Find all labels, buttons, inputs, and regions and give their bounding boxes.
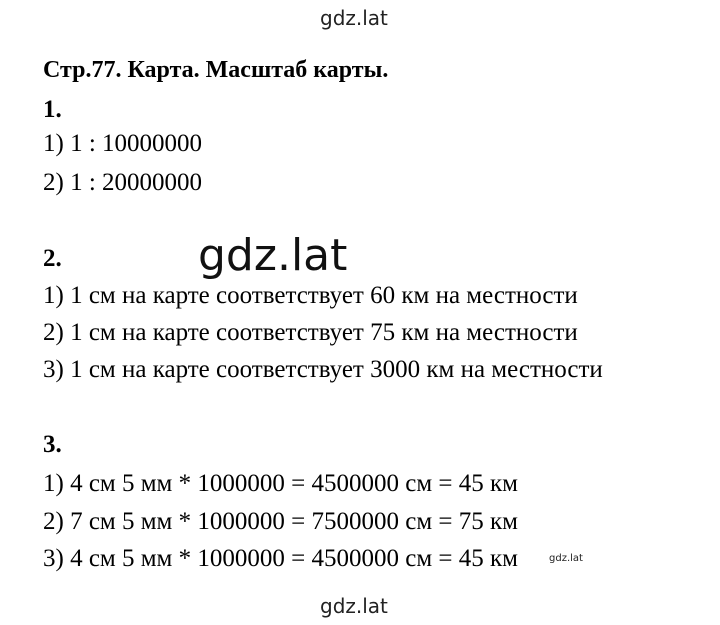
section-2-line-1: 1) 1 см на карте соответствует 60 км на местности	[43, 282, 578, 309]
section-1-line-1: 1) 1 : 10000000	[43, 130, 203, 157]
section-1-number: 1.	[43, 96, 62, 123]
section-3-line-3: 3) 4 см 5 мм * 1000000 = 4500000 см = 45 км	[43, 545, 518, 572]
watermark-small: gdz.lat	[549, 553, 583, 564]
section-3-line-2: 2) 7 см 5 мм * 1000000 = 7500000 см = 75 км	[43, 508, 518, 535]
section-2-line-3: 3) 1 см на карте соответствует 3000 км на местности	[43, 356, 603, 383]
watermark-top: gdz.lat	[320, 6, 388, 30]
watermark-bottom: gdz.lat	[320, 594, 388, 618]
section-1-line-2: 2) 1 : 20000000	[43, 169, 203, 196]
section-2-line-2: 2) 1 см на карте соответствует 75 км на местности	[43, 319, 578, 346]
watermark-middle: gdz.lat	[198, 230, 348, 281]
section-3-number: 3.	[43, 431, 62, 458]
section-3-line-1: 1) 4 см 5 мм * 1000000 = 4500000 см = 45 км	[43, 470, 518, 497]
section-2-number: 2.	[43, 245, 62, 272]
page-title: Стр.77. Карта. Масштаб карты.	[43, 57, 389, 83]
